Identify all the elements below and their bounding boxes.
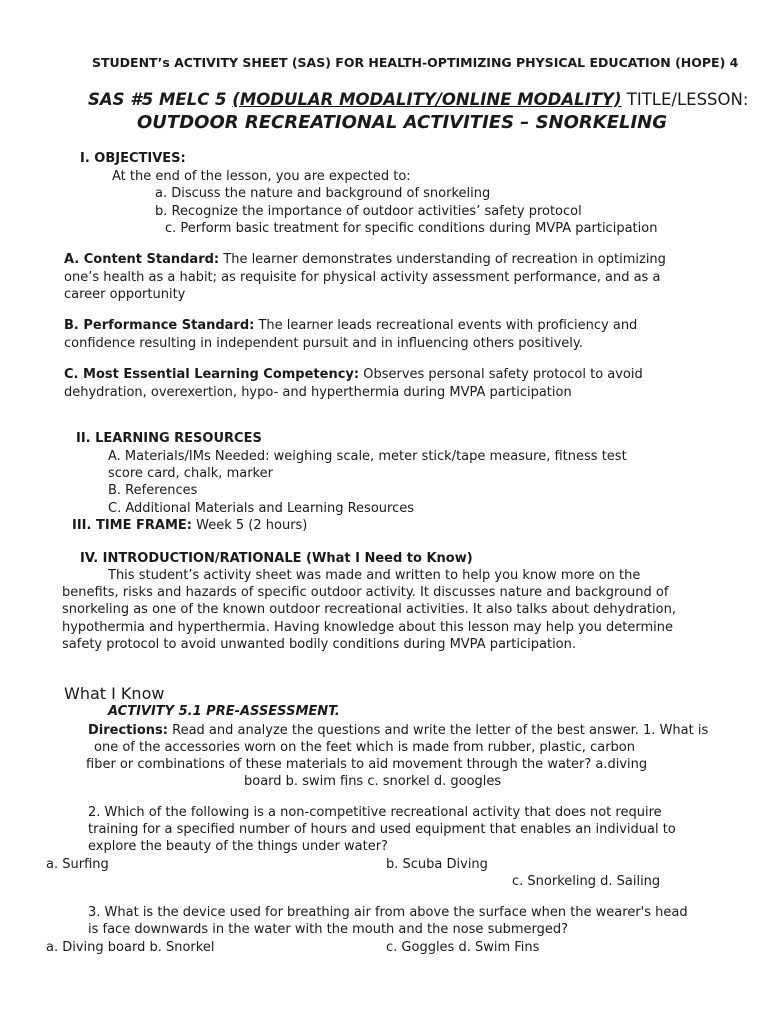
objective-item: c. Perform basic treatment for specific conditions during MVPA participation — [165, 221, 658, 236]
melc-text: Observes personal safety protocol to avoid — [359, 367, 643, 382]
what-i-know-heading: What I Know — [64, 684, 165, 703]
content-standard-text: one’s health as a habit; as requisite for physical activity assessment performance, and as a — [64, 270, 661, 285]
sas-suffix: TITLE/LESSON: — [621, 90, 749, 109]
document-header: STUDENT’s ACTIVITY SHEET (SAS) FOR HEALTH-OPTIMIZING PHYSICAL EDUCATION (HOPE) 4 — [92, 55, 739, 70]
resources-line: A. Materials/IMs Needed: weighing scale, meter stick/tape measure, fitness test — [108, 449, 627, 464]
introduction-text: safety protocol to avoid unwanted bodily conditions during MVPA participation. — [62, 637, 577, 652]
question-text: explore the beauty of the things under water? — [88, 839, 388, 854]
sas-modality: (MODULAR MODALITY/ONLINE MODALITY) — [232, 90, 622, 109]
melc-label: C. Most Essential Learning Competency: — [64, 367, 360, 382]
objective-item: b. Recognize the importance of outdoor activities’ safety protocol — [155, 204, 582, 219]
time-frame-value: Week 5 (2 hours) — [192, 518, 308, 533]
introduction-text: This student’s activity sheet was made and written to help you know more on the — [108, 568, 641, 583]
lesson-title: OUTDOOR RECREATIONAL ACTIVITIES – SNORKELING — [137, 112, 668, 133]
answer-choice: a. Diving board b. Snorkel — [46, 940, 215, 955]
question-text: one of the accessories worn on the feet which is made from rubber, plastic, carbon — [94, 740, 635, 755]
activity-title: ACTIVITY 5.1 PRE-ASSESSMENT. — [108, 704, 340, 719]
content-standard — [64, 252, 666, 268]
sas-prefix: SAS #5 MELC 5 — [88, 90, 233, 109]
objective-item: a. Discuss the nature and background of snorkeling — [155, 186, 491, 201]
resources-heading: II. LEARNING RESOURCES — [76, 431, 262, 446]
performance-standard-label: B. Performance Standard: — [64, 318, 255, 333]
answer-choice: c. Goggles d. Swim Fins — [386, 940, 540, 955]
question-text: 3. What is the device used for breathing air from above the surface when the wearer's head — [88, 905, 688, 920]
introduction-heading: IV. INTRODUCTION/RATIONALE (What I Need to Know) — [80, 551, 473, 566]
content-standard-label: A. Content Standard: — [64, 252, 220, 267]
answer-choice: b. Scuba Diving — [386, 857, 488, 872]
objectives-heading: I. OBJECTIVES: — [80, 151, 186, 166]
question-text: board b. swim fins c. snorkel d. googles — [244, 774, 502, 789]
resources-line: C. Additional Materials and Learning Resources — [108, 501, 415, 516]
content-standard-text: career opportunity — [64, 287, 186, 302]
objectives-intro: At the end of the lesson, you are expected to: — [112, 169, 411, 184]
time-frame — [72, 518, 307, 534]
resources-line: B. References — [108, 483, 198, 498]
content-standard-text: The learner demonstrates understanding of recreation in optimizing — [219, 252, 666, 267]
directions — [88, 723, 708, 739]
question-text: Read and analyze the questions and write the letter of the best answer. 1. What is — [167, 723, 709, 738]
performance-standard-text: confidence resulting in independent pursuit and in influencing others positively. — [64, 336, 583, 351]
time-frame-label: III. TIME FRAME: — [72, 518, 192, 533]
question-text: training for a specified number of hours and used equipment that enables an individual to — [88, 822, 676, 837]
resources-line: score card, chalk, marker — [108, 466, 273, 481]
performance-standard — [64, 318, 637, 334]
introduction-text: hypothermia and hyperthermia. Having knowledge about this lesson may help you determine — [62, 620, 673, 635]
question-text: is face downwards in the water with the mouth and the nose submerged? — [88, 922, 569, 937]
directions-label: Directions: — [88, 723, 168, 738]
introduction-text: benefits, risks and hazards of specific outdoor activity. It discusses nature and background of — [62, 585, 669, 600]
answer-choice: c. Snorkeling d. Sailing — [512, 874, 661, 889]
performance-standard-text: The learner leads recreational events with proficiency and — [254, 318, 638, 333]
melc — [64, 367, 643, 383]
introduction-text: snorkeling as one of the known outdoor recreational activities. It also talks about dehydration, — [62, 602, 676, 617]
question-text: 2. Which of the following is a non-competitive recreational activity that does not require — [88, 805, 662, 820]
sas-line — [88, 90, 748, 110]
answer-choice: a. Surfing — [46, 857, 109, 872]
question-text: fiber or combinations of these materials to aid movement through the water? a.diving — [86, 757, 648, 772]
melc-text: dehydration, overexertion, hypo- and hyperthermia during MVPA participation — [64, 385, 572, 400]
